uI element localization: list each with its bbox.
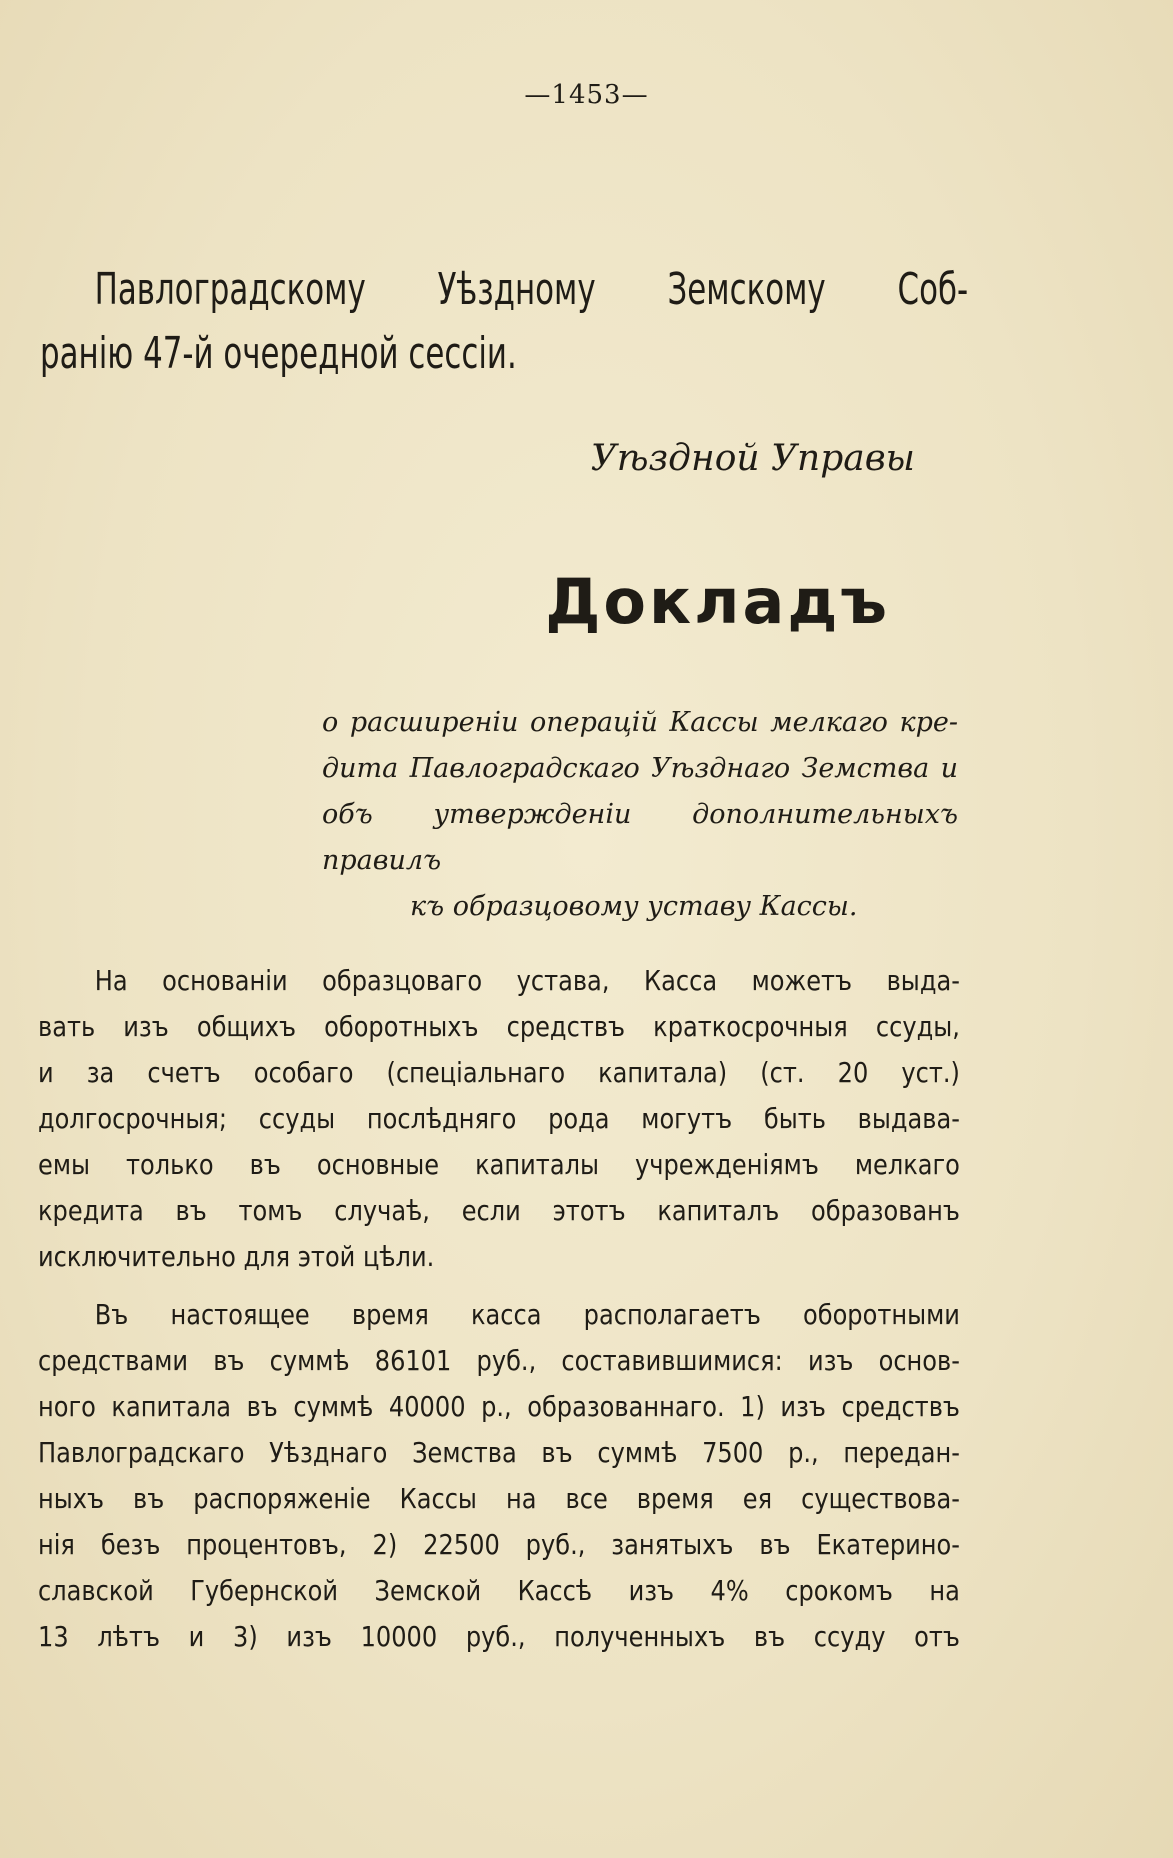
text-line: долгосрочныя; ссуды послѣдняго рода могутъ быть выдава-: [38, 1102, 960, 1135]
text-line: Въ настоящее время касса располагаетъ оборотными: [94, 1298, 960, 1331]
body-text: [38, 958, 960, 1660]
text-line: нія безъ процентовъ, 2) 22500 руб., занятыхъ въ Екатерино-: [38, 1528, 960, 1561]
addressee-heading: [40, 258, 968, 386]
subject-line-4: къ образцовому уставу Кассы.: [410, 891, 858, 922]
paragraph-1: [38, 958, 960, 1280]
text-line: ного капитала въ суммѣ 40000 р., образованнаго. 1) изъ средствъ: [38, 1390, 960, 1423]
addressee-line-2: ранію 47-й очередной сессіи.: [40, 328, 517, 379]
paragraph-2: [38, 1292, 960, 1660]
text-line: емы только въ основные капиталы учрежденіямъ мелкаго: [38, 1148, 960, 1181]
text-line: славской Губернской Земской Кассѣ изъ 4% срокомъ на: [38, 1574, 960, 1607]
text-line: средствами въ суммѣ 86101 руб., составившимися: изъ основ-: [38, 1344, 960, 1377]
text-line: кредита въ томъ случаѣ, если этотъ капиталъ образованъ: [38, 1194, 960, 1227]
text-line: ныхъ въ распоряженіе Кассы на все время ея существова-: [38, 1482, 960, 1515]
report-title: Докладъ: [545, 565, 890, 638]
text-line: 13 лѣтъ и 3) изъ 10000 руб., полученныхъ въ ссуду отъ: [38, 1620, 960, 1653]
subject-line-2: дита Павлоградскаго Уѣзднаго Земства и: [322, 753, 958, 784]
page-number: —1453—: [524, 80, 649, 110]
addressee-line-1: Павлоградскому Уѣздному Земскому Соб-: [94, 264, 969, 315]
text-line: и за счетъ особаго (спеціальнаго капитала) (ст. 20 уст.): [38, 1056, 960, 1089]
text-line: вать изъ общихъ оборотныхъ средствъ краткосрочныя ссуды,: [38, 1010, 960, 1043]
subject-line-3: объ утвержденіи дополнительныхъ правилъ: [322, 799, 958, 876]
subject-line-1: о расширеніи операцій Кассы мелкаго кре-: [322, 707, 958, 738]
text-line: На основаніи образцоваго устава, Касса можетъ выда-: [94, 964, 960, 997]
council-name: Уѣздной Управы: [590, 438, 915, 479]
text-line: Павлоградскаго Уѣзднаго Земства въ суммѣ 7500 р., передан-: [38, 1436, 960, 1469]
text-line: исключительно для этой цѣли.: [38, 1240, 435, 1273]
report-subject: [322, 700, 958, 930]
